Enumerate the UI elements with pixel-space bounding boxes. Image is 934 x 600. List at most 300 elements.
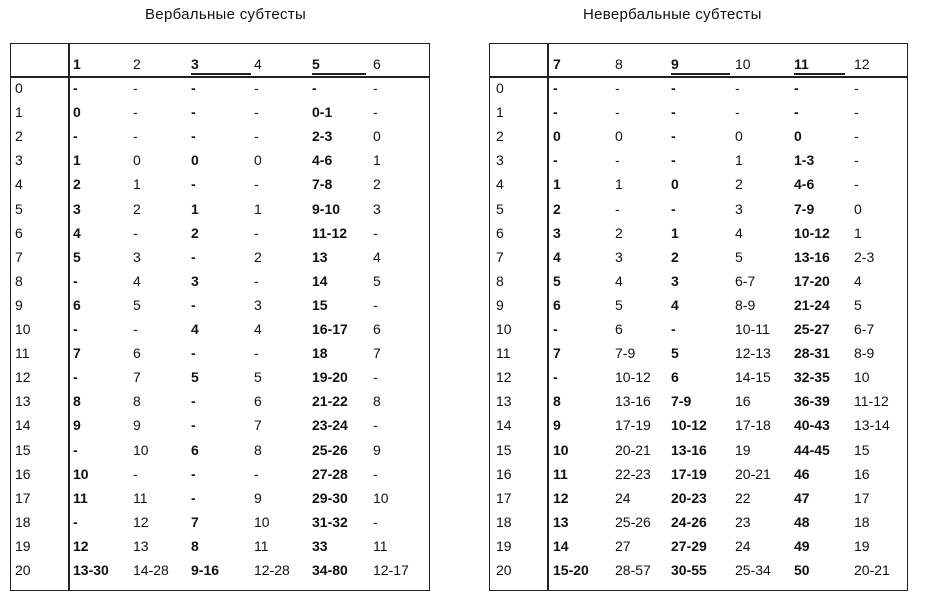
scaled-score-cell: - xyxy=(73,128,78,145)
scaled-score-cell: 9-16 xyxy=(191,562,220,578)
scaled-score-cell: 15 xyxy=(854,441,870,458)
scaled-score-cell: - xyxy=(312,80,317,96)
scaled-score-cell: 1-3 xyxy=(794,152,815,169)
scaled-score-cell: - xyxy=(133,224,138,241)
scaled-score-cell: - xyxy=(854,104,859,121)
raw-score-cell: 17 xyxy=(496,489,512,506)
scaled-score-cell: 19 xyxy=(735,441,751,458)
scaled-score-cell: 5 xyxy=(671,345,679,362)
scaled-score-cell: 7-9 xyxy=(615,345,636,362)
scaled-score-cell: - xyxy=(373,465,378,482)
raw-score-cell: 4 xyxy=(496,176,504,193)
scaled-score-cell: 24-26 xyxy=(671,513,707,530)
raw-score-cell: 10 xyxy=(496,321,512,337)
scaled-score-cell: - xyxy=(671,104,676,121)
scaled-score-cell: - xyxy=(73,321,78,337)
raw-score-cell: 12 xyxy=(15,369,31,386)
scaled-score-cell: 24 xyxy=(615,489,631,506)
scaled-score-cell: 0 xyxy=(133,152,141,169)
scaled-score-cell: 16 xyxy=(854,465,870,482)
raw-score-cell: 3 xyxy=(15,152,23,169)
scaled-score-cell: - xyxy=(133,128,138,145)
scaled-score-cell: 6 xyxy=(254,393,262,410)
scaled-score-cell: - xyxy=(794,104,799,121)
scaled-score-cell: 23-24 xyxy=(312,417,348,434)
scaled-score-cell: 11 xyxy=(553,465,568,482)
scaled-score-cell: 1 xyxy=(133,176,141,193)
scaled-score-cell: 7 xyxy=(254,417,262,434)
raw-score-cell: 13 xyxy=(15,393,31,410)
scaled-score-cell: - xyxy=(373,224,378,241)
scaled-score-cell: - xyxy=(671,128,676,145)
raw-score-cell: 7 xyxy=(15,248,23,265)
scaled-score-cell: - xyxy=(671,152,676,169)
scaled-score-cell: 13 xyxy=(553,513,569,530)
scaled-score-cell: 13-14 xyxy=(854,417,890,434)
subtest-header-2: 2 xyxy=(133,56,141,72)
raw-score-cell: 15 xyxy=(15,441,31,458)
scaled-score-cell: 10 xyxy=(373,489,389,506)
raw-score-cell: 20 xyxy=(15,562,31,578)
scaled-score-cell: 5 xyxy=(73,248,81,265)
raw-score-cell: 2 xyxy=(15,128,23,145)
scaled-score-cell: 6 xyxy=(671,369,679,386)
scaled-score-cell: 14 xyxy=(312,272,328,289)
scaled-score-cell: 2-3 xyxy=(854,248,875,265)
subtest-header-1: 1 xyxy=(73,56,81,72)
raw-score-cell: 19 xyxy=(496,537,512,554)
scaled-score-cell: 5 xyxy=(254,369,262,386)
scaled-score-cell: 13 xyxy=(312,248,328,265)
scaled-score-cell: 12 xyxy=(553,489,569,506)
scaled-score-cell: 6 xyxy=(191,441,199,458)
scaled-score-cell: - xyxy=(191,345,196,362)
scaled-score-cell: 33 xyxy=(312,537,328,554)
subtest-header-10: 10 xyxy=(735,56,751,72)
scaled-score-cell: 19-20 xyxy=(312,369,348,386)
scaled-score-cell: - xyxy=(133,80,138,96)
scaled-score-cell: 12 xyxy=(73,537,89,554)
scaled-score-cell: 8 xyxy=(553,393,561,410)
scaled-score-cell: - xyxy=(854,80,859,96)
scaled-score-cell: - xyxy=(854,128,859,145)
subtest-header-8: 8 xyxy=(615,56,623,72)
scaled-score-cell: 3 xyxy=(254,296,262,313)
scaled-score-cell: 20-21 xyxy=(854,562,890,578)
raw-score-cell: 15 xyxy=(496,441,512,458)
scaled-score-cell: 18 xyxy=(854,513,870,530)
scaled-score-cell: 18 xyxy=(312,345,328,362)
scaled-score-cell: 6-7 xyxy=(854,321,875,337)
raw-score-cell: 7 xyxy=(496,248,504,265)
scaled-score-cell: 0 xyxy=(615,128,623,145)
raw-score-cell: 12 xyxy=(496,369,512,386)
scaled-score-cell: 5 xyxy=(373,272,381,289)
raw-score-cell: 9 xyxy=(15,296,23,313)
scaled-score-cell: 2 xyxy=(553,200,561,217)
header-divider xyxy=(490,76,907,78)
scaled-score-cell: - xyxy=(254,104,259,121)
scaled-score-cell: - xyxy=(671,200,676,217)
scaled-score-cell: 3 xyxy=(553,224,561,241)
scaled-score-cell: 12 xyxy=(133,513,149,530)
scaled-score-cell: 3 xyxy=(73,200,81,217)
scaled-score-cell: 0 xyxy=(854,200,862,217)
scaled-score-cell: 27 xyxy=(615,537,631,554)
scaled-score-cell: 12-13 xyxy=(735,345,771,362)
scaled-score-cell: 2 xyxy=(254,248,262,265)
scaled-score-cell: 1 xyxy=(73,152,81,169)
scaled-score-cell: 2 xyxy=(735,176,743,193)
raw-score-cell: 8 xyxy=(15,272,23,289)
scaled-score-cell: 17-19 xyxy=(671,465,707,482)
scaled-score-cell: - xyxy=(615,152,620,169)
scaled-score-cell: 47 xyxy=(794,489,810,506)
subtest-header-7: 7 xyxy=(553,56,561,72)
scaled-score-cell: 11 xyxy=(133,489,148,506)
subtest-header-9: 9 xyxy=(671,56,679,72)
scaled-score-cell: 1 xyxy=(615,176,623,193)
scaled-score-cell: 5 xyxy=(615,296,623,313)
scaled-score-cell: 9 xyxy=(254,489,262,506)
scaled-score-cell: 6 xyxy=(553,296,561,313)
scaled-score-cell: - xyxy=(615,200,620,217)
scaled-score-cell: 16 xyxy=(735,393,751,410)
scaled-score-cell: 5 xyxy=(133,296,141,313)
scaled-score-cell: 44-45 xyxy=(794,441,830,458)
scaled-score-cell: - xyxy=(735,80,740,96)
subtest-header-3: 3 xyxy=(191,56,199,72)
scaled-score-cell: 46 xyxy=(794,465,810,482)
scaled-score-cell: 17-19 xyxy=(615,417,651,434)
scaled-score-cell: 4-6 xyxy=(312,152,333,169)
scaled-score-cell: 0 xyxy=(254,152,262,169)
raw-score-cell: 18 xyxy=(15,513,31,530)
raw-score-cell: 10 xyxy=(15,321,31,337)
scaled-score-cell: 3 xyxy=(133,248,141,265)
scaled-score-cell: - xyxy=(254,224,259,241)
scaled-score-cell: 0 xyxy=(794,128,802,145)
scaled-score-cell: - xyxy=(373,80,378,96)
raw-score-cell: 16 xyxy=(15,465,31,482)
scaled-score-cell: - xyxy=(191,296,196,313)
scaled-score-cell: 20-21 xyxy=(615,441,651,458)
scaled-score-cell: 9 xyxy=(73,417,81,434)
scaled-score-cell: 22 xyxy=(735,489,751,506)
scaled-score-cell: 13-16 xyxy=(671,441,707,458)
scaled-score-cell: 8 xyxy=(73,393,81,410)
raw-score-cell: 1 xyxy=(496,104,504,121)
raw-score-cell: 18 xyxy=(496,513,512,530)
header-underline xyxy=(794,73,845,75)
scaled-score-cell: 4 xyxy=(254,321,262,337)
scaled-score-cell: 0 xyxy=(73,104,81,121)
scaled-score-cell: 6-7 xyxy=(735,272,756,289)
scaled-score-cell: 4 xyxy=(854,272,862,289)
scaled-score-cell: 4 xyxy=(73,224,81,241)
scaled-score-cell: - xyxy=(73,441,78,458)
scaled-score-cell: 11 xyxy=(373,537,388,554)
scaled-score-cell: 1 xyxy=(254,200,262,217)
scaled-score-cell: 0-1 xyxy=(312,104,333,121)
scaled-score-cell: - xyxy=(794,80,799,96)
scaled-score-cell: 13-30 xyxy=(73,562,109,578)
scaled-score-cell: - xyxy=(373,513,378,530)
scaled-score-cell: 15-20 xyxy=(553,562,589,578)
scaled-score-cell: 7 xyxy=(373,345,381,362)
scaled-score-cell: 10 xyxy=(73,465,89,482)
scaled-score-cell: - xyxy=(373,104,378,121)
scaled-score-cell: 7 xyxy=(73,345,81,362)
raw-score-cell: 11 xyxy=(496,345,511,362)
scaled-score-cell: 1 xyxy=(373,152,381,169)
raw-score-cell: 8 xyxy=(496,272,504,289)
scaled-score-cell: 14 xyxy=(553,537,569,554)
scaled-score-cell: 2 xyxy=(373,176,381,193)
raw-score-cell: 13 xyxy=(496,393,512,410)
scaled-score-cell: - xyxy=(73,369,78,386)
header-underline xyxy=(191,73,251,75)
scaled-score-cell: 13 xyxy=(133,537,149,554)
scaled-score-cell: 22-23 xyxy=(615,465,651,482)
scaled-score-cell: 11-12 xyxy=(312,224,348,241)
scaled-score-cell: 2 xyxy=(671,248,679,265)
raw-score-cell: 1 xyxy=(15,104,23,121)
scaled-score-cell: 4 xyxy=(373,248,381,265)
scaled-score-cell: 5 xyxy=(191,369,199,386)
scaled-score-cell: 8 xyxy=(191,537,199,554)
scaled-score-cell: 17 xyxy=(854,489,870,506)
scaled-score-cell: 20-21 xyxy=(735,465,771,482)
scaled-score-cell: - xyxy=(553,152,558,169)
scaled-score-cell: 48 xyxy=(794,513,810,530)
scaled-score-cell: - xyxy=(191,248,196,265)
scaled-score-cell: 27-29 xyxy=(671,537,707,554)
verbal-subtests-title: Вербальные субтесты xyxy=(145,6,307,23)
scaled-score-cell: - xyxy=(133,321,138,337)
scaled-score-cell: - xyxy=(73,80,78,96)
raw-score-cell: 2 xyxy=(496,128,504,145)
scaled-score-cell: 20-23 xyxy=(671,489,707,506)
raw-score-cell: 11 xyxy=(15,345,30,362)
scaled-score-cell: 13-16 xyxy=(615,393,651,410)
scaled-score-cell: 9 xyxy=(133,417,141,434)
scaled-score-cell: - xyxy=(191,176,196,193)
scaled-score-cell: 30-55 xyxy=(671,562,707,578)
scaled-score-cell: - xyxy=(373,417,378,434)
scaled-score-cell: 21-24 xyxy=(794,296,830,313)
header-divider xyxy=(11,76,429,78)
scaled-score-cell: - xyxy=(671,80,676,96)
raw-score-cell: 19 xyxy=(15,537,31,554)
scaled-score-cell: 29-30 xyxy=(312,489,348,506)
subtest-header-5: 5 xyxy=(312,56,320,72)
scaled-score-cell: 7-8 xyxy=(312,176,333,193)
scaled-score-cell: 6 xyxy=(133,345,141,362)
scaled-score-cell: 7 xyxy=(553,345,561,362)
scaled-score-cell: 36-39 xyxy=(794,393,830,410)
scaled-score-cell: 6 xyxy=(615,321,623,337)
header-underline xyxy=(312,73,366,75)
column-divider xyxy=(547,44,549,590)
scaled-score-cell: - xyxy=(615,80,620,96)
scaled-score-cell: - xyxy=(553,80,558,96)
header-underline xyxy=(671,73,730,75)
scaled-score-cell: 10 xyxy=(133,441,149,458)
scaled-score-cell: - xyxy=(553,369,558,386)
scaled-score-cell: 15 xyxy=(312,296,328,313)
scaled-score-cell: - xyxy=(133,465,138,482)
scaled-score-cell: 2 xyxy=(191,224,199,241)
scaled-score-cell: 3 xyxy=(615,248,623,265)
scaled-score-cell: 49 xyxy=(794,537,810,554)
scaled-score-cell: - xyxy=(191,489,196,506)
scaled-score-cell: 16-17 xyxy=(312,321,348,337)
scaled-score-cell: 7 xyxy=(133,369,141,386)
scaled-score-cell: 4 xyxy=(133,272,141,289)
scaled-score-cell: 11-12 xyxy=(854,393,889,410)
scaled-score-cell: - xyxy=(254,272,259,289)
scaled-score-cell: 4 xyxy=(671,296,679,313)
nonverbal-subtests-table xyxy=(489,43,908,591)
scaled-score-cell: 28-57 xyxy=(615,562,651,578)
scaled-score-cell: 14-15 xyxy=(735,369,771,386)
raw-score-cell: 6 xyxy=(496,224,504,241)
scaled-score-cell: 21-22 xyxy=(312,393,348,410)
scaled-score-cell: - xyxy=(553,321,558,337)
scaled-score-cell: - xyxy=(191,128,196,145)
raw-score-cell: 20 xyxy=(496,562,512,578)
scaled-score-cell: 0 xyxy=(191,152,199,169)
verbal-subtests-table xyxy=(10,43,430,591)
scaled-score-cell: 4 xyxy=(553,248,561,265)
scaled-score-cell: - xyxy=(133,104,138,121)
raw-score-cell: 3 xyxy=(496,152,504,169)
raw-score-cell: 0 xyxy=(15,80,23,96)
scaled-score-cell: 0 xyxy=(553,128,561,145)
scaled-score-cell: 12-28 xyxy=(254,562,290,578)
scaled-score-cell: - xyxy=(254,345,259,362)
scaled-score-cell: 2-3 xyxy=(312,128,333,145)
scaled-score-cell: - xyxy=(191,417,196,434)
scaled-score-cell: 5 xyxy=(735,248,743,265)
scaled-score-cell: - xyxy=(191,104,196,121)
scaled-score-cell: - xyxy=(854,176,859,193)
scaled-score-cell: 1 xyxy=(191,200,199,217)
scaled-score-cell: 1 xyxy=(553,176,561,193)
scaled-score-cell: - xyxy=(615,104,620,121)
scaled-score-cell: 8 xyxy=(373,393,381,410)
scaled-score-cell: 8 xyxy=(254,441,262,458)
scaled-score-cell: 10 xyxy=(254,513,270,530)
scaled-score-cell: 0 xyxy=(373,128,381,145)
scaled-score-cell: - xyxy=(671,321,676,337)
scaled-score-cell: 8 xyxy=(133,393,141,410)
scaled-score-cell: 9 xyxy=(553,417,561,434)
raw-score-cell: 14 xyxy=(15,417,31,434)
scaled-score-cell: 17-20 xyxy=(794,272,830,289)
subtest-header-12: 12 xyxy=(854,56,870,72)
scaled-score-cell: - xyxy=(191,465,196,482)
scaled-score-cell: - xyxy=(191,393,196,410)
scaled-score-cell: 7-9 xyxy=(794,200,815,217)
scaled-score-cell: 6 xyxy=(73,296,81,313)
scaled-score-cell: 0 xyxy=(735,128,743,145)
scaled-score-cell: 12-17 xyxy=(373,562,409,578)
scaled-score-cell: - xyxy=(254,465,259,482)
scaled-score-cell: - xyxy=(854,152,859,169)
scaled-score-cell: 50 xyxy=(794,562,810,578)
scaled-score-cell: 19 xyxy=(854,537,870,554)
scaled-score-cell: - xyxy=(553,104,558,121)
scaled-score-cell: 4 xyxy=(735,224,743,241)
scaled-score-cell: - xyxy=(191,80,196,96)
scaled-score-cell: 5 xyxy=(854,296,862,313)
scaled-score-cell: 17-18 xyxy=(735,417,771,434)
scaled-score-cell: - xyxy=(254,176,259,193)
scaled-score-cell: 27-28 xyxy=(312,465,348,482)
scaled-score-cell: - xyxy=(373,369,378,386)
scaled-score-cell: 3 xyxy=(191,272,199,289)
scaled-score-cell: 25-26 xyxy=(615,513,651,530)
scaled-score-cell: 5 xyxy=(553,272,561,289)
raw-score-cell: 5 xyxy=(15,200,23,217)
scaled-score-cell: 31-32 xyxy=(312,513,348,530)
scaled-score-cell: 10 xyxy=(854,369,870,386)
scaled-score-cell: - xyxy=(73,272,78,289)
raw-score-cell: 9 xyxy=(496,296,504,313)
scaled-score-cell: - xyxy=(254,128,259,145)
scaled-score-cell: - xyxy=(254,80,259,96)
scaled-score-cell: 7 xyxy=(191,513,199,530)
scaled-score-cell: - xyxy=(735,104,740,121)
scaled-score-cell: 9-10 xyxy=(312,200,341,217)
scaled-score-cell: 11 xyxy=(254,537,269,554)
raw-score-cell: 4 xyxy=(15,176,23,193)
scaled-score-cell: 10 xyxy=(553,441,569,458)
nonverbal-subtests-title: Невербальные субтесты xyxy=(583,6,762,23)
scaled-score-cell: 7-9 xyxy=(671,393,692,410)
scaled-score-cell: 14-28 xyxy=(133,562,169,578)
scaled-score-cell: 40-43 xyxy=(794,417,830,434)
raw-score-cell: 16 xyxy=(496,465,512,482)
scaled-score-cell: 3 xyxy=(671,272,679,289)
scaled-score-cell: 8-9 xyxy=(854,345,875,362)
scaled-score-cell: 34-80 xyxy=(312,562,348,578)
scaled-score-cell: 10-12 xyxy=(671,417,707,434)
raw-score-cell: 5 xyxy=(496,200,504,217)
raw-score-cell: 0 xyxy=(496,80,504,96)
scaled-score-cell: 4 xyxy=(191,321,199,337)
scaled-score-cell: 25-34 xyxy=(735,562,771,578)
scaled-score-cell: 11 xyxy=(73,489,88,506)
subtest-header-4: 4 xyxy=(254,56,262,72)
raw-score-cell: 6 xyxy=(15,224,23,241)
scaled-score-cell: 8-9 xyxy=(735,296,756,313)
scaled-score-cell: 3 xyxy=(735,200,743,217)
column-divider xyxy=(68,44,70,590)
scaled-score-cell: 1 xyxy=(671,224,679,241)
scaled-score-cell: 10-12 xyxy=(615,369,651,386)
scaled-score-cell: 2 xyxy=(73,176,81,193)
scaled-score-cell: 2 xyxy=(133,200,141,217)
scaled-score-cell: 13-16 xyxy=(794,248,830,265)
scaled-score-cell: - xyxy=(373,296,378,313)
scaled-score-cell: 10-11 xyxy=(735,321,770,337)
raw-score-cell: 14 xyxy=(496,417,512,434)
scaled-score-cell: 25-27 xyxy=(794,321,830,337)
scaled-score-cell: 1 xyxy=(735,152,743,169)
